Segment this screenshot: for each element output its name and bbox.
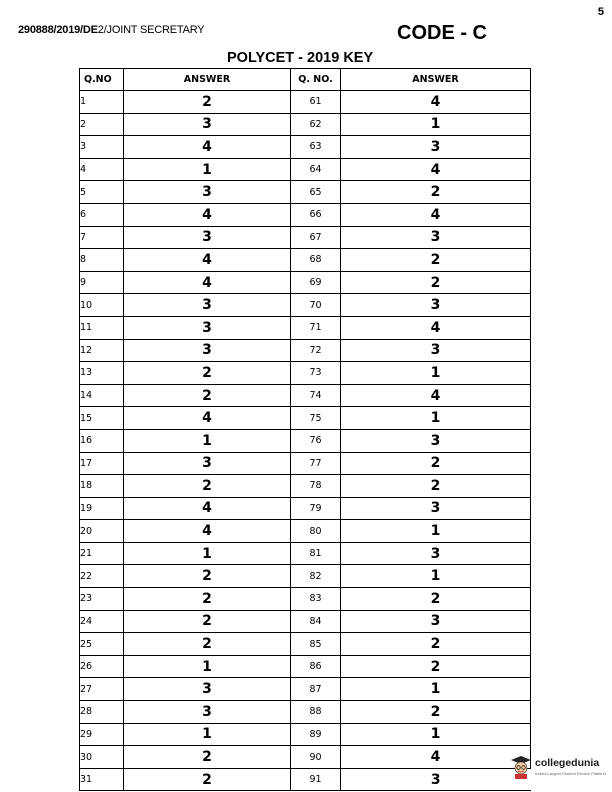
table-row xyxy=(80,316,531,339)
question-number-right: 80 xyxy=(291,520,341,543)
answer-left: 2 xyxy=(124,91,291,114)
table-row xyxy=(80,633,531,656)
answer-left: 2 xyxy=(124,610,291,633)
table-row xyxy=(80,339,531,362)
table-row xyxy=(80,294,531,317)
question-number-left: 31 xyxy=(80,768,124,791)
answer-right: 1 xyxy=(341,113,531,136)
table-row xyxy=(80,203,531,226)
table-row xyxy=(80,113,531,136)
table-row xyxy=(80,746,531,769)
answer-left: 2 xyxy=(124,475,291,498)
answer-key-table xyxy=(79,68,531,791)
watermark-tagline: India's Largest Student Review Platform xyxy=(535,770,607,776)
answer-left: 3 xyxy=(124,294,291,317)
question-number-right: 73 xyxy=(291,362,341,385)
table-row xyxy=(80,181,531,204)
question-number-left: 22 xyxy=(80,565,124,588)
table-row xyxy=(80,271,531,294)
table-row xyxy=(80,429,531,452)
question-number-right: 68 xyxy=(291,249,341,272)
answer-left: 4 xyxy=(124,407,291,430)
question-number-left: 23 xyxy=(80,588,124,611)
answer-left: 3 xyxy=(124,113,291,136)
question-number-left: 28 xyxy=(80,701,124,724)
question-number-left: 18 xyxy=(80,475,124,498)
table-row xyxy=(80,384,531,407)
question-number-right: 61 xyxy=(291,91,341,114)
answer-right: 4 xyxy=(341,203,531,226)
question-number-right: 65 xyxy=(291,181,341,204)
table-row xyxy=(80,678,531,701)
table-row xyxy=(80,723,531,746)
question-number-right: 62 xyxy=(291,113,341,136)
question-number-left: 5 xyxy=(80,181,124,204)
question-number-left: 20 xyxy=(80,520,124,543)
answer-left: 1 xyxy=(124,723,291,746)
answer-right: 1 xyxy=(341,565,531,588)
table-header-row xyxy=(80,69,531,91)
question-number-right: 74 xyxy=(291,384,341,407)
question-number-left: 29 xyxy=(80,723,124,746)
table-row xyxy=(80,610,531,633)
question-number-right: 71 xyxy=(291,316,341,339)
question-number-left: 6 xyxy=(80,203,124,226)
answer-left: 3 xyxy=(124,316,291,339)
header-qno-left: Q.NO xyxy=(80,69,124,91)
table-row xyxy=(80,407,531,430)
question-number-left: 4 xyxy=(80,158,124,181)
answer-right: 2 xyxy=(341,271,531,294)
answer-right: 2 xyxy=(341,701,531,724)
table-row xyxy=(80,249,531,272)
question-number-right: 63 xyxy=(291,136,341,159)
question-number-left: 30 xyxy=(80,746,124,769)
answer-right: 4 xyxy=(341,91,531,114)
answer-right: 2 xyxy=(341,633,531,656)
table-row xyxy=(80,91,531,114)
table-row xyxy=(80,362,531,385)
answer-right: 1 xyxy=(341,678,531,701)
question-number-left: 16 xyxy=(80,429,124,452)
answer-right: 3 xyxy=(341,226,531,249)
question-number-right: 84 xyxy=(291,610,341,633)
question-number-right: 91 xyxy=(291,768,341,791)
document-reference xyxy=(18,24,204,36)
answer-right: 3 xyxy=(341,542,531,565)
answer-right: 3 xyxy=(341,497,531,520)
answer-left: 1 xyxy=(124,655,291,678)
paper-code: CODE - C xyxy=(397,22,487,44)
answer-right: 3 xyxy=(341,339,531,362)
question-number-right: 85 xyxy=(291,633,341,656)
question-number-left: 9 xyxy=(80,271,124,294)
answer-left: 4 xyxy=(124,203,291,226)
question-number-right: 64 xyxy=(291,158,341,181)
answer-right: 3 xyxy=(341,294,531,317)
table-row xyxy=(80,136,531,159)
question-number-left: 12 xyxy=(80,339,124,362)
question-number-right: 79 xyxy=(291,497,341,520)
question-number-left: 3 xyxy=(80,136,124,159)
answer-right: 1 xyxy=(341,362,531,385)
answer-left: 1 xyxy=(124,158,291,181)
question-number-left: 2 xyxy=(80,113,124,136)
answer-left: 3 xyxy=(124,181,291,204)
question-number-left: 19 xyxy=(80,497,124,520)
question-number-right: 88 xyxy=(291,701,341,724)
answer-right: 4 xyxy=(341,746,531,769)
answer-left: 4 xyxy=(124,136,291,159)
question-number-right: 86 xyxy=(291,655,341,678)
table-row xyxy=(80,158,531,181)
question-number-left: 13 xyxy=(80,362,124,385)
question-number-left: 11 xyxy=(80,316,124,339)
question-number-right: 83 xyxy=(291,588,341,611)
answer-left: 3 xyxy=(124,701,291,724)
key-title: POLYCET - 2019 KEY xyxy=(227,50,374,66)
answer-right: 1 xyxy=(341,723,531,746)
table-row xyxy=(80,520,531,543)
answer-right: 1 xyxy=(341,520,531,543)
question-number-right: 72 xyxy=(291,339,341,362)
question-number-left: 27 xyxy=(80,678,124,701)
reference-office: 2/JOINT SECRETARY xyxy=(97,24,205,36)
table-row xyxy=(80,226,531,249)
question-number-left: 8 xyxy=(80,249,124,272)
question-number-right: 75 xyxy=(291,407,341,430)
question-number-right: 81 xyxy=(291,542,341,565)
answer-right: 4 xyxy=(341,316,531,339)
student-avatar-icon xyxy=(510,755,532,779)
question-number-left: 14 xyxy=(80,384,124,407)
answer-left: 2 xyxy=(124,588,291,611)
answer-left: 2 xyxy=(124,768,291,791)
answer-right: 3 xyxy=(341,610,531,633)
watermark-brand: collegedunia xyxy=(535,757,600,770)
answer-right: 3 xyxy=(341,768,531,791)
table-row xyxy=(80,655,531,678)
header-answer-left: ANSWER xyxy=(124,69,291,91)
question-number-left: 7 xyxy=(80,226,124,249)
question-number-left: 10 xyxy=(80,294,124,317)
answer-right: 1 xyxy=(341,407,531,430)
header-qno-right: Q. NO. xyxy=(291,69,341,91)
header-answer-right: ANSWER xyxy=(341,69,531,91)
answer-left: 4 xyxy=(124,497,291,520)
table-row xyxy=(80,701,531,724)
answer-right: 2 xyxy=(341,181,531,204)
table-row xyxy=(80,768,531,791)
collegedunia-watermark xyxy=(510,755,606,779)
table-row xyxy=(80,452,531,475)
reference-number: 290888/2019/DE xyxy=(18,24,98,36)
question-number-left: 17 xyxy=(80,452,124,475)
question-number-left: 15 xyxy=(80,407,124,430)
question-number-right: 90 xyxy=(291,746,341,769)
question-number-left: 21 xyxy=(80,542,124,565)
answer-right: 3 xyxy=(341,429,531,452)
question-number-right: 76 xyxy=(291,429,341,452)
answer-left: 4 xyxy=(124,271,291,294)
answer-left: 4 xyxy=(124,520,291,543)
answer-right: 2 xyxy=(341,475,531,498)
answer-right: 2 xyxy=(341,588,531,611)
answer-right: 2 xyxy=(341,655,531,678)
question-number-right: 69 xyxy=(291,271,341,294)
answer-left: 1 xyxy=(124,429,291,452)
answer-right: 2 xyxy=(341,452,531,475)
question-number-right: 89 xyxy=(291,723,341,746)
answer-left: 1 xyxy=(124,542,291,565)
question-number-left: 25 xyxy=(80,633,124,656)
answer-left: 3 xyxy=(124,678,291,701)
answer-left: 2 xyxy=(124,633,291,656)
answer-left: 4 xyxy=(124,249,291,272)
table-row xyxy=(80,565,531,588)
answer-right: 2 xyxy=(341,249,531,272)
question-number-left: 26 xyxy=(80,655,124,678)
table-row xyxy=(80,542,531,565)
answer-right: 4 xyxy=(341,384,531,407)
question-number-right: 77 xyxy=(291,452,341,475)
answer-left: 2 xyxy=(124,565,291,588)
table-row xyxy=(80,588,531,611)
question-number-right: 70 xyxy=(291,294,341,317)
question-number-left: 1 xyxy=(80,91,124,114)
question-number-right: 87 xyxy=(291,678,341,701)
answer-right: 3 xyxy=(341,136,531,159)
question-number-left: 24 xyxy=(80,610,124,633)
answer-left: 2 xyxy=(124,746,291,769)
answer-left: 2 xyxy=(124,362,291,385)
answer-left: 3 xyxy=(124,452,291,475)
answer-left: 3 xyxy=(124,339,291,362)
answer-left: 3 xyxy=(124,226,291,249)
table-row xyxy=(80,475,531,498)
page-number: 5 xyxy=(597,6,604,18)
answer-right: 4 xyxy=(341,158,531,181)
table-row xyxy=(80,497,531,520)
question-number-right: 67 xyxy=(291,226,341,249)
question-number-right: 78 xyxy=(291,475,341,498)
answer-left: 2 xyxy=(124,384,291,407)
answer-key-body xyxy=(80,91,531,791)
question-number-right: 66 xyxy=(291,203,341,226)
question-number-right: 82 xyxy=(291,565,341,588)
